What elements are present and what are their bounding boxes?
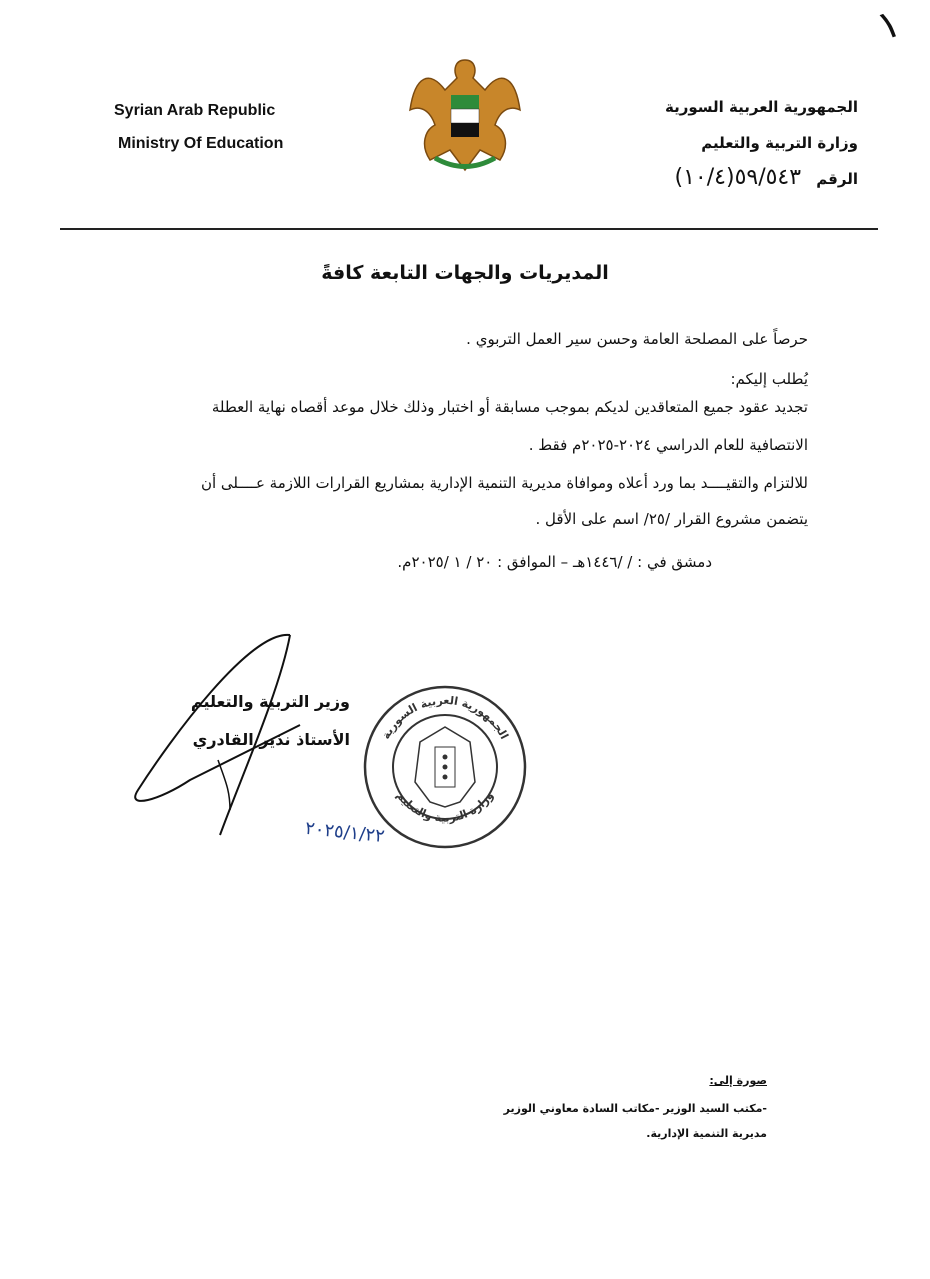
cc-line: مديرية التنمية الإدارية. bbox=[646, 1127, 767, 1140]
signatory-name: الأستاذ نذير القادري bbox=[192, 730, 350, 749]
header-en-country: Syrian Arab Republic bbox=[114, 102, 276, 119]
cc-line: -مكتب السيد الوزير -مكاتب السادة معاوني الوزير bbox=[503, 1102, 767, 1115]
body-line: يتضمن مشروع القرار /٢٥/ اسم على الأقل . bbox=[535, 510, 808, 528]
addressee: المديريات والجهات التابعة كافةً bbox=[321, 262, 609, 284]
stamp-bottom-text: وزارة التربية والتعليم bbox=[393, 789, 497, 825]
header-en-ministry: Ministry Of Education bbox=[118, 135, 284, 152]
reference-number-row bbox=[675, 165, 859, 190]
body-line: يُطلب إليكم: bbox=[730, 370, 808, 388]
corner-mark: ١ bbox=[870, 0, 907, 51]
body-line: حرصاً على المصلحة العامة وحسن سير العمل التربوي . bbox=[466, 330, 808, 348]
signatory-title: وزير التربية والتعليم bbox=[190, 692, 350, 711]
reference-number: ٥٩/٥٤٣(١٠/٤) bbox=[674, 165, 802, 190]
header-divider bbox=[60, 228, 878, 230]
header-ar-country: الجمهورية العربية السورية bbox=[665, 98, 858, 116]
body-line: للالتزام والتقيــــد بما ورد أعلاه وموافاة مديرية التنمية الإدارية بمشاريع القرارات اللازمة عــــلى أن bbox=[200, 474, 808, 492]
date-line: دمشق في : / /١٤٤٦هـ – الموافق : ٢٠ / ١ /٢٠٢٥م. bbox=[397, 553, 712, 571]
header-ar-ministry: وزارة التربية والتعليم bbox=[701, 134, 858, 152]
body-line: الانتصافية للعام الدراسي ٢٠٢٤-٢٠٢٥م فقط . bbox=[528, 436, 808, 454]
body-line: تجديد عقود جميع المتعاقدين لديكم بموجب مسابقة أو اختبار وذلك خلال موعد أقصاه نهاية العطلة bbox=[211, 398, 808, 416]
cc-label: صورة إلى: bbox=[709, 1074, 767, 1087]
handwritten-date: ٢٠٢٥/١/٢٢ bbox=[304, 817, 386, 848]
syrian-eagle-emblem-icon bbox=[405, 50, 525, 180]
stamp-top-text: الجمهورية العربية السورية bbox=[379, 693, 511, 742]
reference-label: الرقم bbox=[816, 170, 858, 188]
